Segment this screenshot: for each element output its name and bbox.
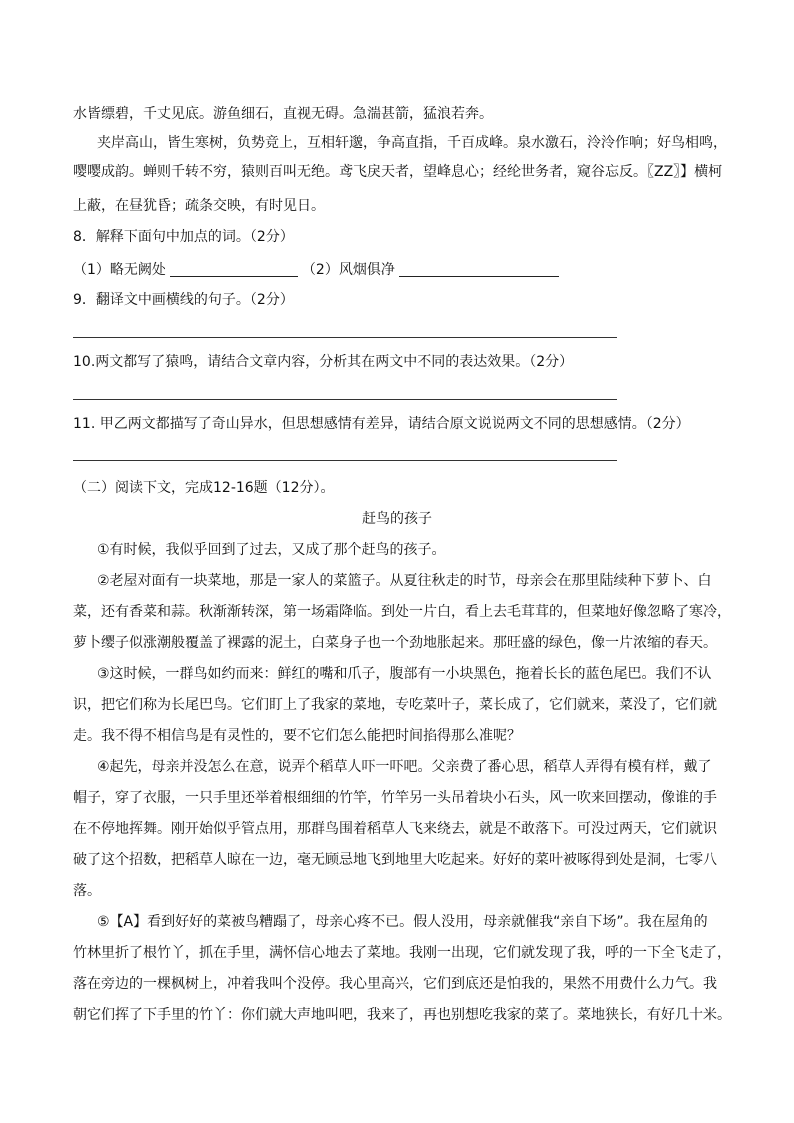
question-11: 11. 甲乙两文都描写了奇山异水，但思想感情有差异，请结合原文说说两文不同的思想感情。（2分）	[73, 416, 690, 432]
story-line: ①有时候，我似乎回到了过去，又成了那个赶鸟的孩子。	[97, 542, 446, 558]
story-line: 菜，还有香菜和蒜。秋渐渐转深，第一场霜降临。到处一片白，看上去毛茸茸的，但菜地好像忽略了寒冷，	[73, 604, 731, 620]
story-line: ⑤【A】看到好好的菜被鸟糟蹋了，母亲心疼不已。假人没用，母亲就催我“亲自下场”。我在屋角的	[97, 914, 708, 930]
story-line: ②老屋对面有一块菜地，那是一家人的菜篮子。从夏往秋走的时节，母亲会在那里陆续种下萝卜、白	[97, 573, 712, 589]
answer-line-10[interactable]	[73, 399, 617, 400]
story-line: 破了这个招数，把稻草人晾在一边，毫无顾忌地飞到地里大吃起来。好好的菜叶被啄得到处是洞，七零八	[73, 852, 717, 868]
story-title: 赶鸟的孩子	[362, 511, 432, 527]
passage-line: 夹岸高山，皆生寒树，负势竞上，互相轩邈，争高直指，千百成峰。泉水激石，泠泠作响；好鸟相鸣，	[97, 135, 727, 151]
answer-line-11[interactable]	[73, 460, 617, 461]
answer-blank-1[interactable]	[170, 262, 298, 277]
question-8-part-2: （2）风烟俱净	[301, 262, 395, 278]
question-10: 10.两文都写了猿鸣，请结合文章内容，分析其在两文中不同的表达效果。（2分）	[73, 354, 574, 370]
question-9: 9．翻译文中画横线的句子。（2分）	[73, 292, 294, 308]
passage-line: 水皆缥碧，千丈见底。游鱼细石，直视无碍。急湍甚箭，猛浪若奔。	[73, 106, 493, 122]
answer-line-9[interactable]	[73, 337, 617, 338]
story-line: 帽子，穿了衣服，一只手里还举着根细细的竹竿，竹竿另一头吊着块小石头，风一吹来回摆动，像谁的手	[73, 790, 717, 806]
section-2-intro: （二）阅读下文，完成12-16题（12分）。	[73, 480, 335, 496]
question-8-part-1: （1）略无阙处	[73, 262, 166, 278]
story-line: 萝卜缨子似涨潮般覆盖了裸露的泥土，白菜身子也一个劲地胀起来。那旺盛的绿色，像一片浓缩的春天。	[73, 635, 717, 651]
story-line: 朝它们挥了下手里的竹丫：你们就大声地叫吧，我来了，再也别想吃我家的菜了。菜地狭长，有好几十米。	[73, 1007, 731, 1023]
story-line: 落在旁边的一棵枫树上，冲着我叫个没停。我心里高兴，它们到底还是怕我的，果然不用费什么力气。我	[73, 976, 717, 992]
story-line: 识，把它们称为长尾巴鸟。它们盯上了我家的菜地，专吃菜叶子，菜长成了，它们就来，菜没了，它们就	[73, 697, 717, 713]
answer-blank-2[interactable]	[399, 262, 559, 277]
story-line: 走。我不得不相信鸟是有灵性的，要不它们怎么能把时间掐得那么准呢？	[73, 728, 521, 744]
story-line: 在不停地挥舞。刚开始似乎管点用，那群鸟围着稻草人飞来绕去，就是不敢落下。可没过两天，它们就识	[73, 821, 717, 837]
story-line: 落。	[73, 883, 101, 899]
passage-line: 嘤嘤成韵。蝉则千转不穷，猿则百叫无绝。鸢飞戾天者，望峰息心；经纶世务者，窥谷忘反。〖ZZ〗】横柯	[73, 164, 723, 180]
question-8-parts	[73, 261, 723, 279]
story-line: ④起先，母亲并没怎么在意，说弄个稻草人吓一吓吧。父亲费了番心思，稻草人弄得有模有样，戴了	[97, 759, 712, 775]
question-8: 8．解释下面句中加点的词。（2分）	[73, 229, 294, 245]
story-line: ③这时候，一群鸟如约而来：鲜红的嘴和爪子，腹部有一小块黑色，拖着长长的蓝色尾巴。我们不认	[97, 666, 712, 682]
story-line: 竹林里折了根竹丫，抓在手里，满怀信心地去了菜地。我刚一出现，它们就发现了我，呼的一下全飞走了，	[73, 945, 731, 961]
passage-line: 上蔽，在昼犹昏；疏条交映，有时见日。	[73, 198, 325, 214]
